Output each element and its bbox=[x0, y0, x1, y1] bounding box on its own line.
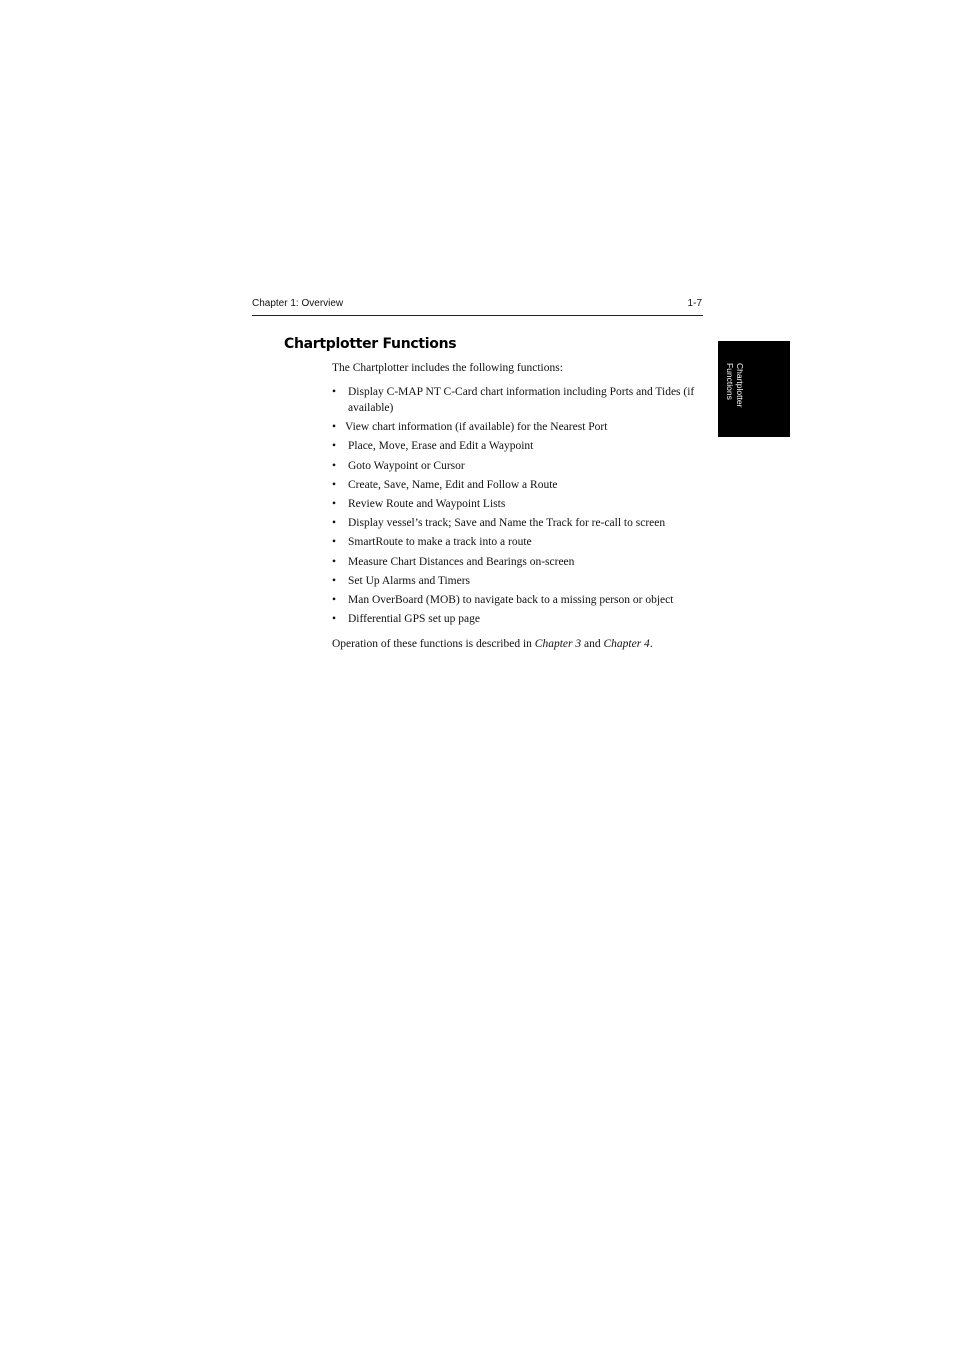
list-item-text: View chart information (if available) for the Nearest Port bbox=[345, 421, 608, 434]
list-item bbox=[332, 515, 712, 531]
bullet: • bbox=[332, 386, 337, 398]
bullet: • bbox=[332, 478, 337, 491]
closing-middle: and bbox=[581, 638, 604, 650]
list-item-text: Review Route and Waypoint Lists bbox=[348, 497, 506, 510]
bullet: • bbox=[332, 593, 337, 606]
list-item bbox=[332, 592, 712, 608]
bullet: • bbox=[332, 517, 337, 530]
closing-paragraph bbox=[332, 638, 653, 650]
chapter-label: Chapter 1: Overview bbox=[252, 298, 344, 309]
list-item-text: Display vessel’s track; Save and Name the Track for re-call to screen bbox=[348, 517, 666, 530]
thumb-tab-line-2: Functions bbox=[725, 363, 735, 400]
closing-prefix: Operation of these functions is described in bbox=[332, 638, 535, 650]
list-item bbox=[332, 611, 712, 627]
list-item bbox=[332, 534, 712, 550]
intro-paragraph: The Chartplotter includes the following functions: bbox=[332, 362, 563, 374]
bullet: • bbox=[332, 555, 337, 568]
bullet: • bbox=[332, 497, 337, 510]
list-item-text: Goto Waypoint or Cursor bbox=[348, 459, 465, 472]
bullet: • bbox=[332, 459, 337, 472]
list-item bbox=[332, 419, 712, 435]
list-item bbox=[332, 458, 712, 474]
functions-list bbox=[332, 384, 712, 630]
list-item-text: Set Up Alarms and Timers bbox=[348, 574, 471, 587]
list-item bbox=[332, 384, 712, 416]
bullet: • bbox=[332, 440, 337, 453]
list-item bbox=[332, 554, 712, 570]
chapter-3-reference: Chapter 3 bbox=[534, 638, 582, 650]
list-item-text: Display C-MAP NT C-Card chart information including Ports and Tides (if available) bbox=[348, 386, 695, 414]
page-number: 1-7 bbox=[687, 298, 702, 309]
list-item bbox=[332, 477, 712, 493]
list-item-text: Man OverBoard (MOB) to navigate back to a missing person or object bbox=[348, 593, 674, 606]
list-item bbox=[332, 438, 712, 454]
thumb-tab-label bbox=[725, 363, 745, 407]
list-item-text: Measure Chart Distances and Bearings on-screen bbox=[348, 555, 575, 568]
bullet: • bbox=[332, 536, 337, 549]
chapter-thumb-tab bbox=[718, 341, 790, 437]
list-item-text: Differential GPS set up page bbox=[348, 613, 481, 626]
closing-suffix: . bbox=[649, 638, 653, 650]
list-item bbox=[332, 573, 712, 589]
list-item-text: Place, Move, Erase and Edit a Waypoint bbox=[348, 440, 534, 453]
chapter-4-reference: Chapter 4 bbox=[603, 638, 650, 650]
section-title: Chartplotter Functions bbox=[284, 336, 457, 352]
list-item-text: Create, Save, Name, Edit and Follow a Route bbox=[348, 478, 558, 491]
list-item-text: SmartRoute to make a track into a route bbox=[348, 536, 532, 549]
thumb-tab-line-1: Chartplotter bbox=[735, 363, 745, 408]
bullet: • bbox=[332, 613, 337, 626]
list-item bbox=[332, 496, 712, 512]
bullet: • bbox=[332, 421, 337, 434]
running-header bbox=[252, 297, 703, 316]
bullet: • bbox=[332, 574, 337, 587]
